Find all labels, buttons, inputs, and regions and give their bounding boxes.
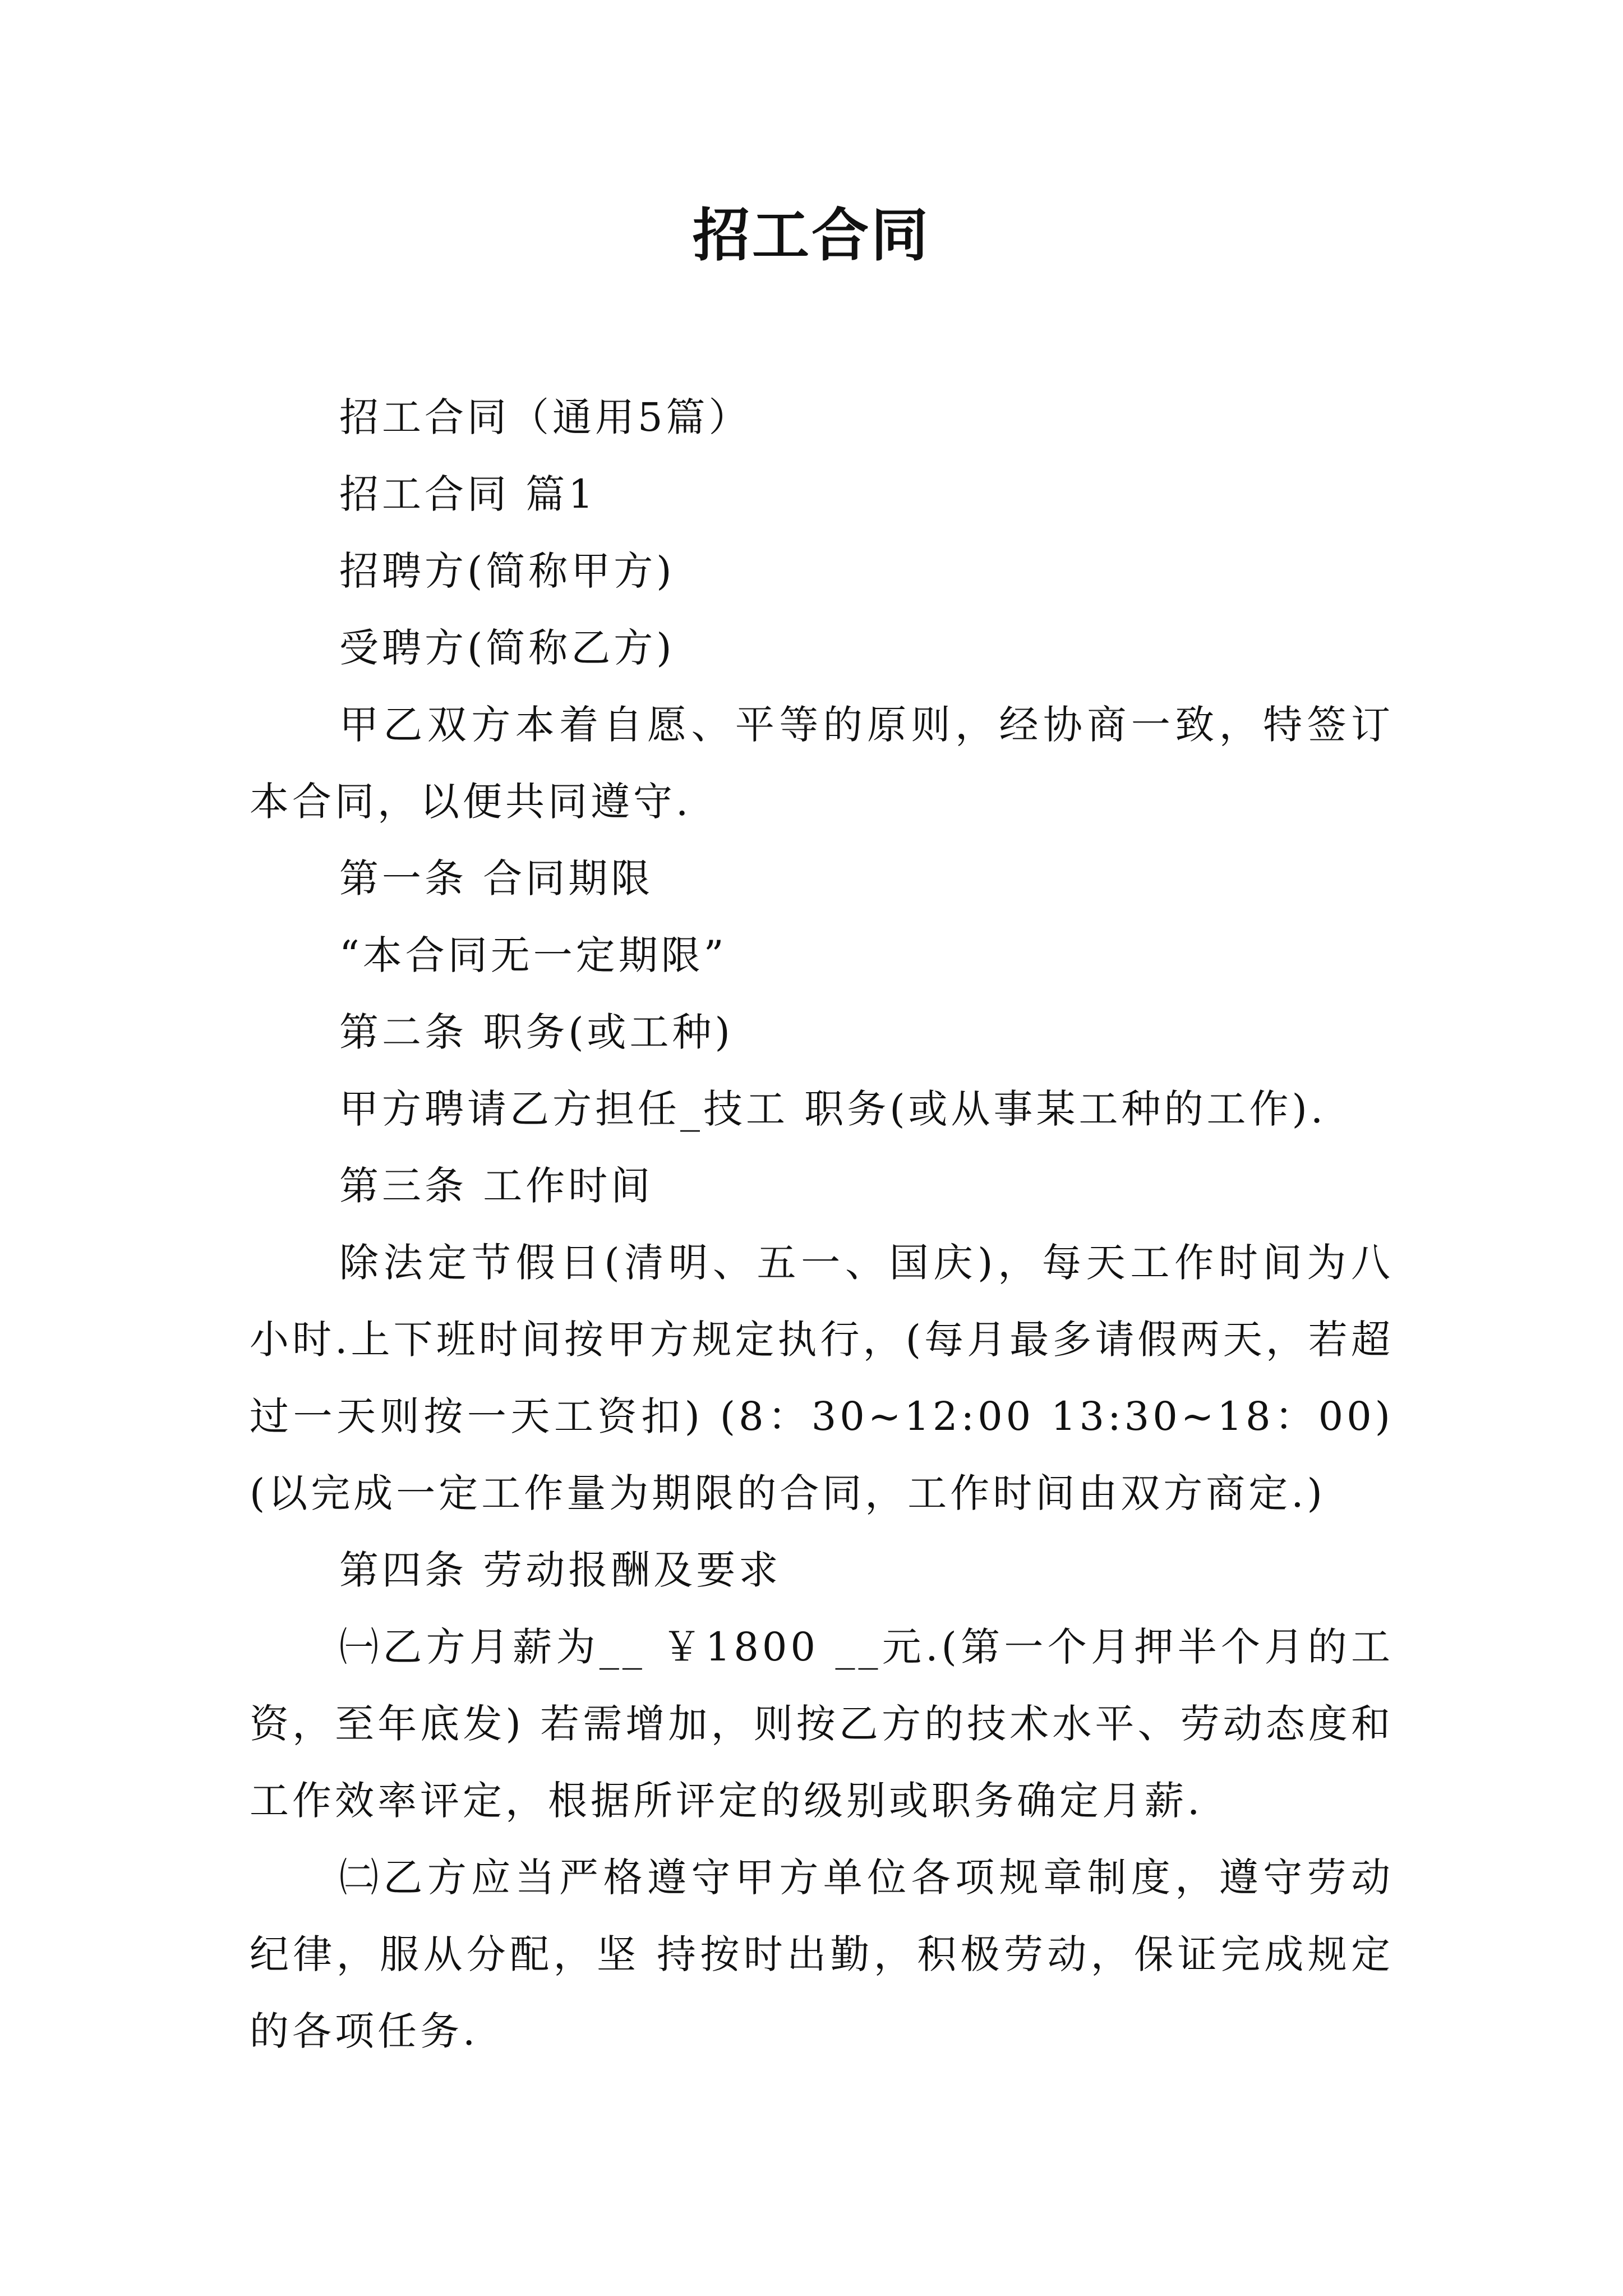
paragraph-chapter: 招工合同 篇1 <box>339 471 597 517</box>
article-1-text: “本合同无一定期限” <box>339 932 727 978</box>
article-3-heading: 第三条 工作时间 <box>339 1163 654 1209</box>
document-body <box>250 379 1394 2070</box>
article-3-text: 除法定节假日(清明、五一、国庆)，每天工作时间为八小时.上下班时间按甲方规定执行，(每月最多请假两天，若超过一天则按一天工资扣) (8：30~12:00 13:30~18：00)(以完成一定工作量为期限的合同，工作时间由双方商定.) <box>250 1240 1394 1516</box>
article-2-text: 甲方聘请乙方担任_技工 职务(或从事某工种的工作). <box>339 1086 1327 1132</box>
paragraph-heading: 招工合同（通用5篇） <box>339 394 751 440</box>
paragraph-employee: 受聘方(简称乙方) <box>339 625 675 671</box>
article-4-item-2: ㈡乙方应当严格遵守甲方单位各项规章制度，遵守劳动纪律，服从分配，坚 持按时出勤，积极劳动，保证完成规定的各项任务. <box>250 1855 1394 2054</box>
article-2-heading: 第二条 职务(或工种) <box>339 1009 734 1055</box>
document-title: 招工合同 <box>693 202 930 269</box>
paragraph-preamble: 甲乙双方本着自愿、平等的原则，经协商一致，特签订本合同，以便共同遵守. <box>250 702 1394 825</box>
article-4-item-1: ㈠乙方月薪为__ ￥1800 __元.(第一个月押半个月的工资，至年底发) 若需增加，则按乙方的技术水平、劳动态度和工作效率评定，根据所评定的级别或职务确定月薪. <box>250 1624 1394 1824</box>
article-1-heading: 第一条 合同期限 <box>339 855 654 901</box>
paragraph-employer: 招聘方(简称甲方) <box>339 548 675 594</box>
article-4-heading: 第四条 劳动报酬及要求 <box>339 1547 782 1593</box>
